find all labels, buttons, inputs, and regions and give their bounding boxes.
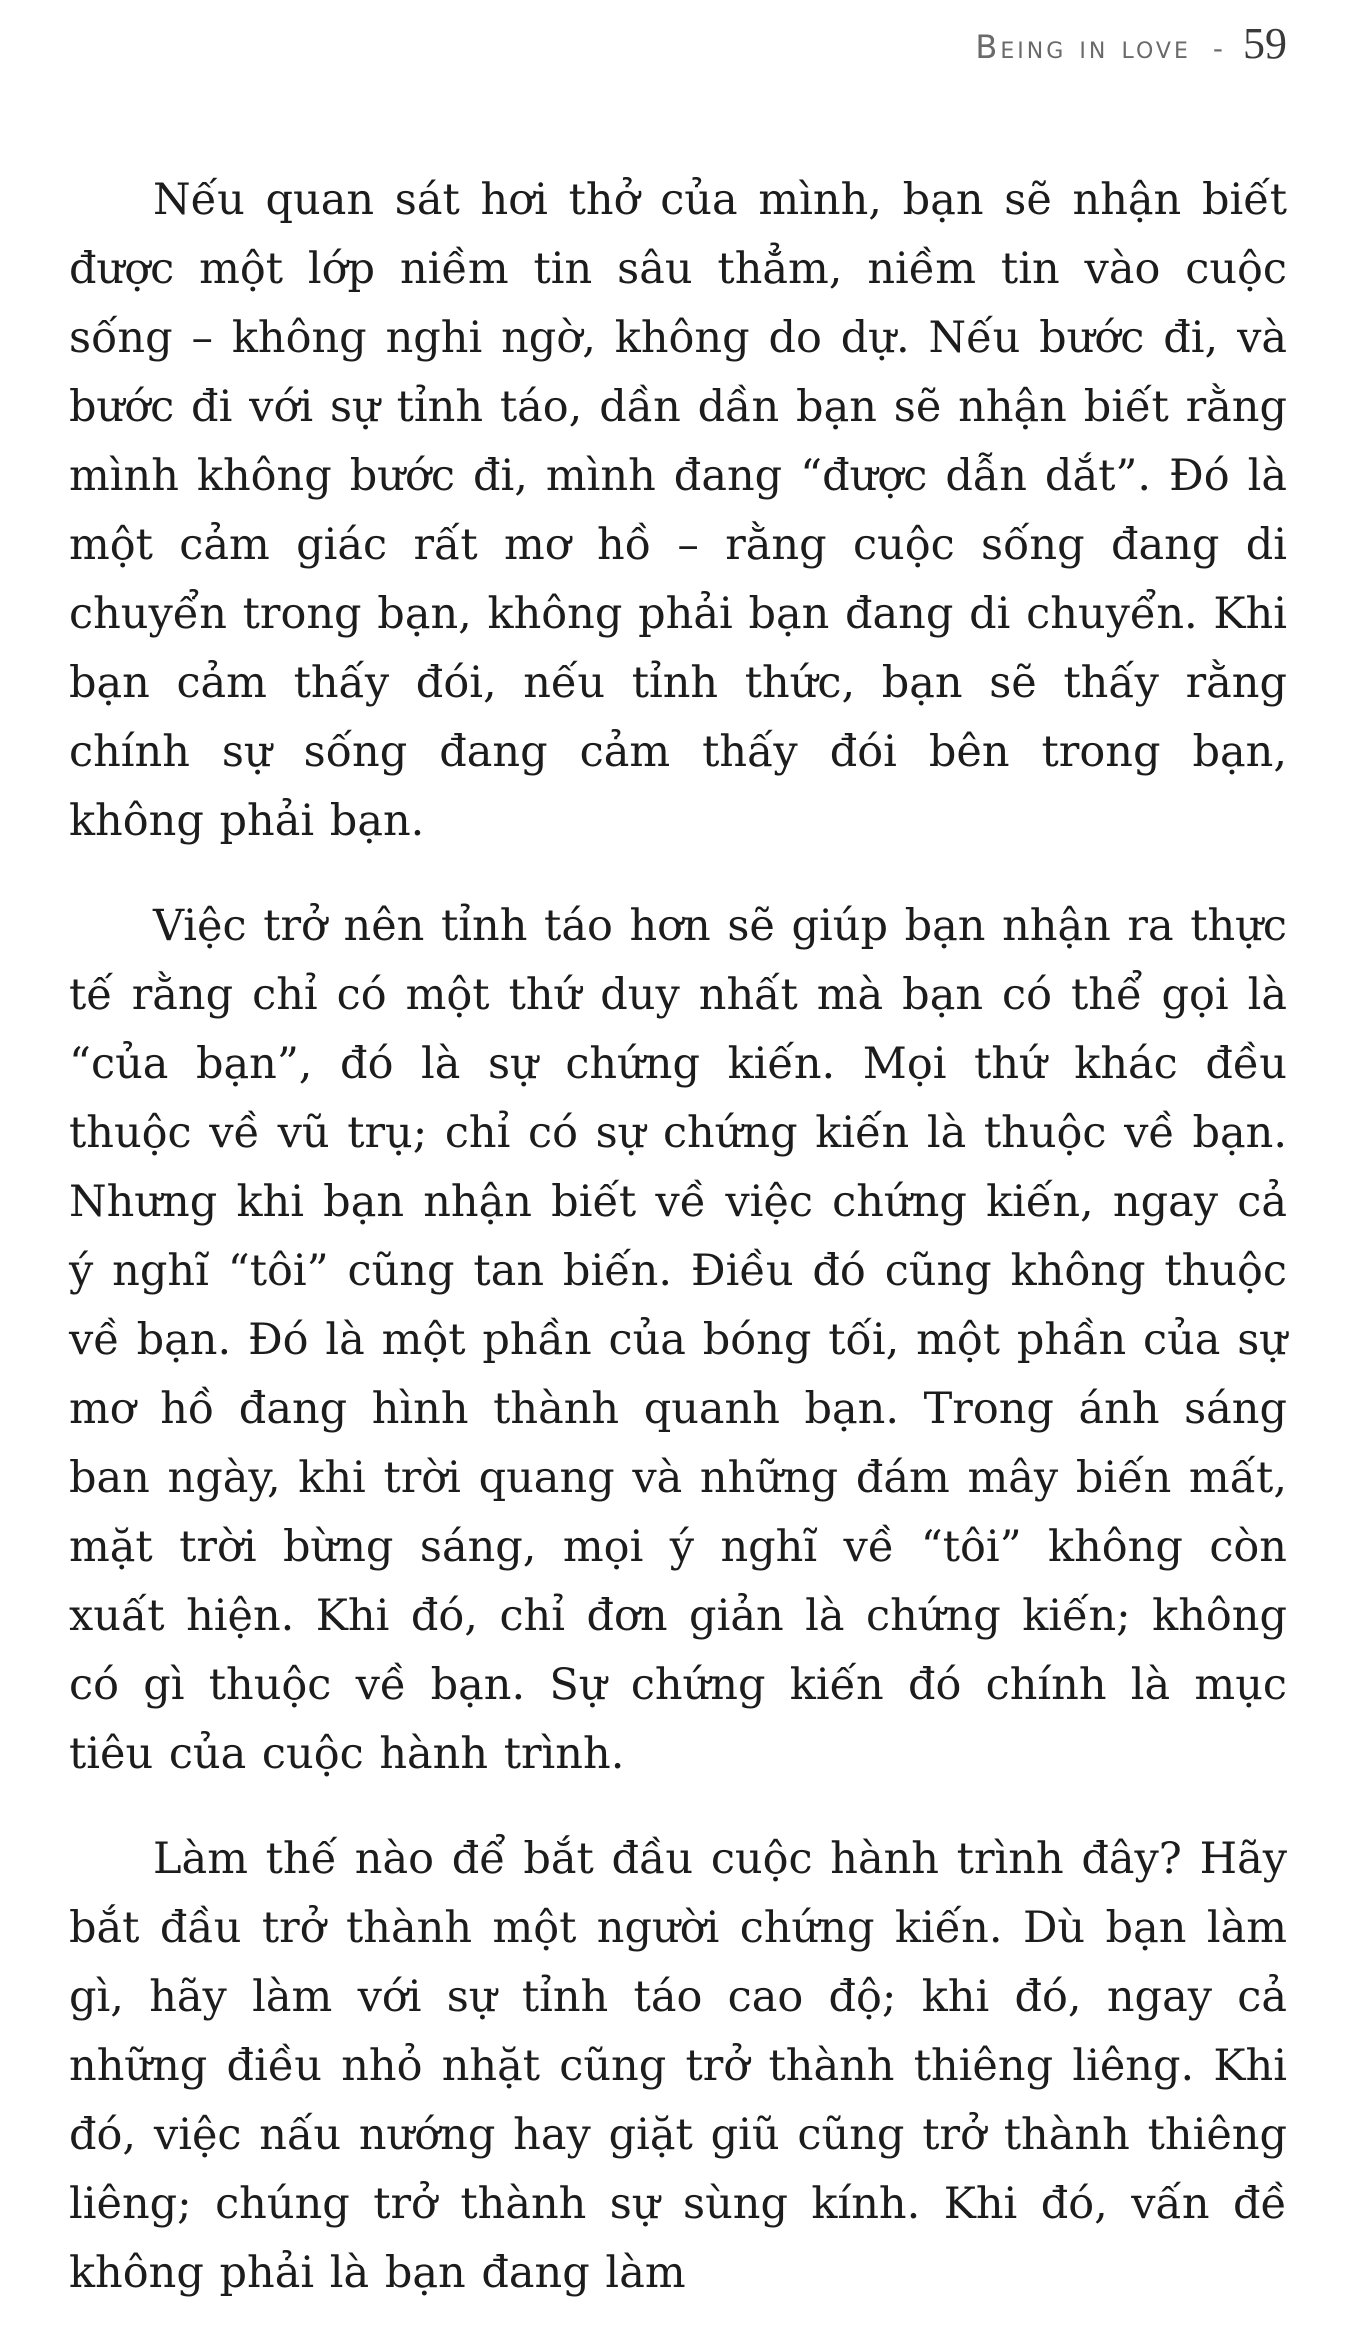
paragraph-2: Việc trở nên tỉnh táo hơn sẽ giúp bạn nhận ra thực tế rằng chỉ có một thứ duy nhất mà bạn có thể gọi là “của bạn”, đó là sự chứng kiến. Mọi thứ khác đều thuộc về vũ trụ; chỉ có sự chứng kiến là thuộc về bạn. Nhưng khi bạn nhận biết về việc chứng kiến, ngay cả ý nghĩ “tôi” cũng tan biến. Điều đó cũng không thuộc về bạn. Đó là một phần của bóng tối, một phần của sự mơ hồ đang hình thành quanh bạn. Trong ánh sáng ban ngày, khi trời quang và những đám mây biến mất, mặt trời bừng sáng, mọi ý nghĩ về “tôi” không còn xuất hiện. Khi đó, chỉ đơn giản là chứng kiến; không có gì thuộc về bạn. Sự chứng kiến đó chính là mục tiêu của cuộc hành trình. xyxy=(69,901,1287,1779)
body-text xyxy=(69,166,1287,2344)
running-header-separator: - xyxy=(1212,32,1223,65)
running-header-title: Being in love xyxy=(975,28,1191,66)
running-header xyxy=(975,18,1287,74)
page-number: 59 xyxy=(1243,19,1287,68)
paragraph-1: Nếu quan sát hơi thở của mình, bạn sẽ nhận biết được một lớp niềm tin sâu thẳm, niềm tin vào cuộc sống – không nghi ngờ, không do dự. Nếu bước đi, và bước đi với sự tỉnh táo, dần dần bạn sẽ nhận biết rằng mình không bước đi, mình đang “được dẫn dắt”. Đó là một cảm giác rất mơ hồ – rằng cuộc sống đang di chuyển trong bạn, không phải bạn đang di chuyển. Khi bạn cảm thấy đói, nếu tỉnh thức, bạn sẽ thấy rằng chính sự sống đang cảm thấy đói bên trong bạn, không phải bạn. xyxy=(69,175,1287,846)
paragraph-3: Làm thế nào để bắt đầu cuộc hành trình đây? Hãy bắt đầu trở thành một người chứng kiến. Dù bạn làm gì, hãy làm với sự tỉnh táo cao độ; khi đó, ngay cả những điều nhỏ nhặt cũng trở thành thiêng liêng. Khi đó, việc nấu nướng hay giặt giũ cũng trở thành thiêng liêng; chúng trở thành sự sùng kính. Khi đó, vấn đề không phải là bạn đang làm xyxy=(69,1834,1287,2298)
